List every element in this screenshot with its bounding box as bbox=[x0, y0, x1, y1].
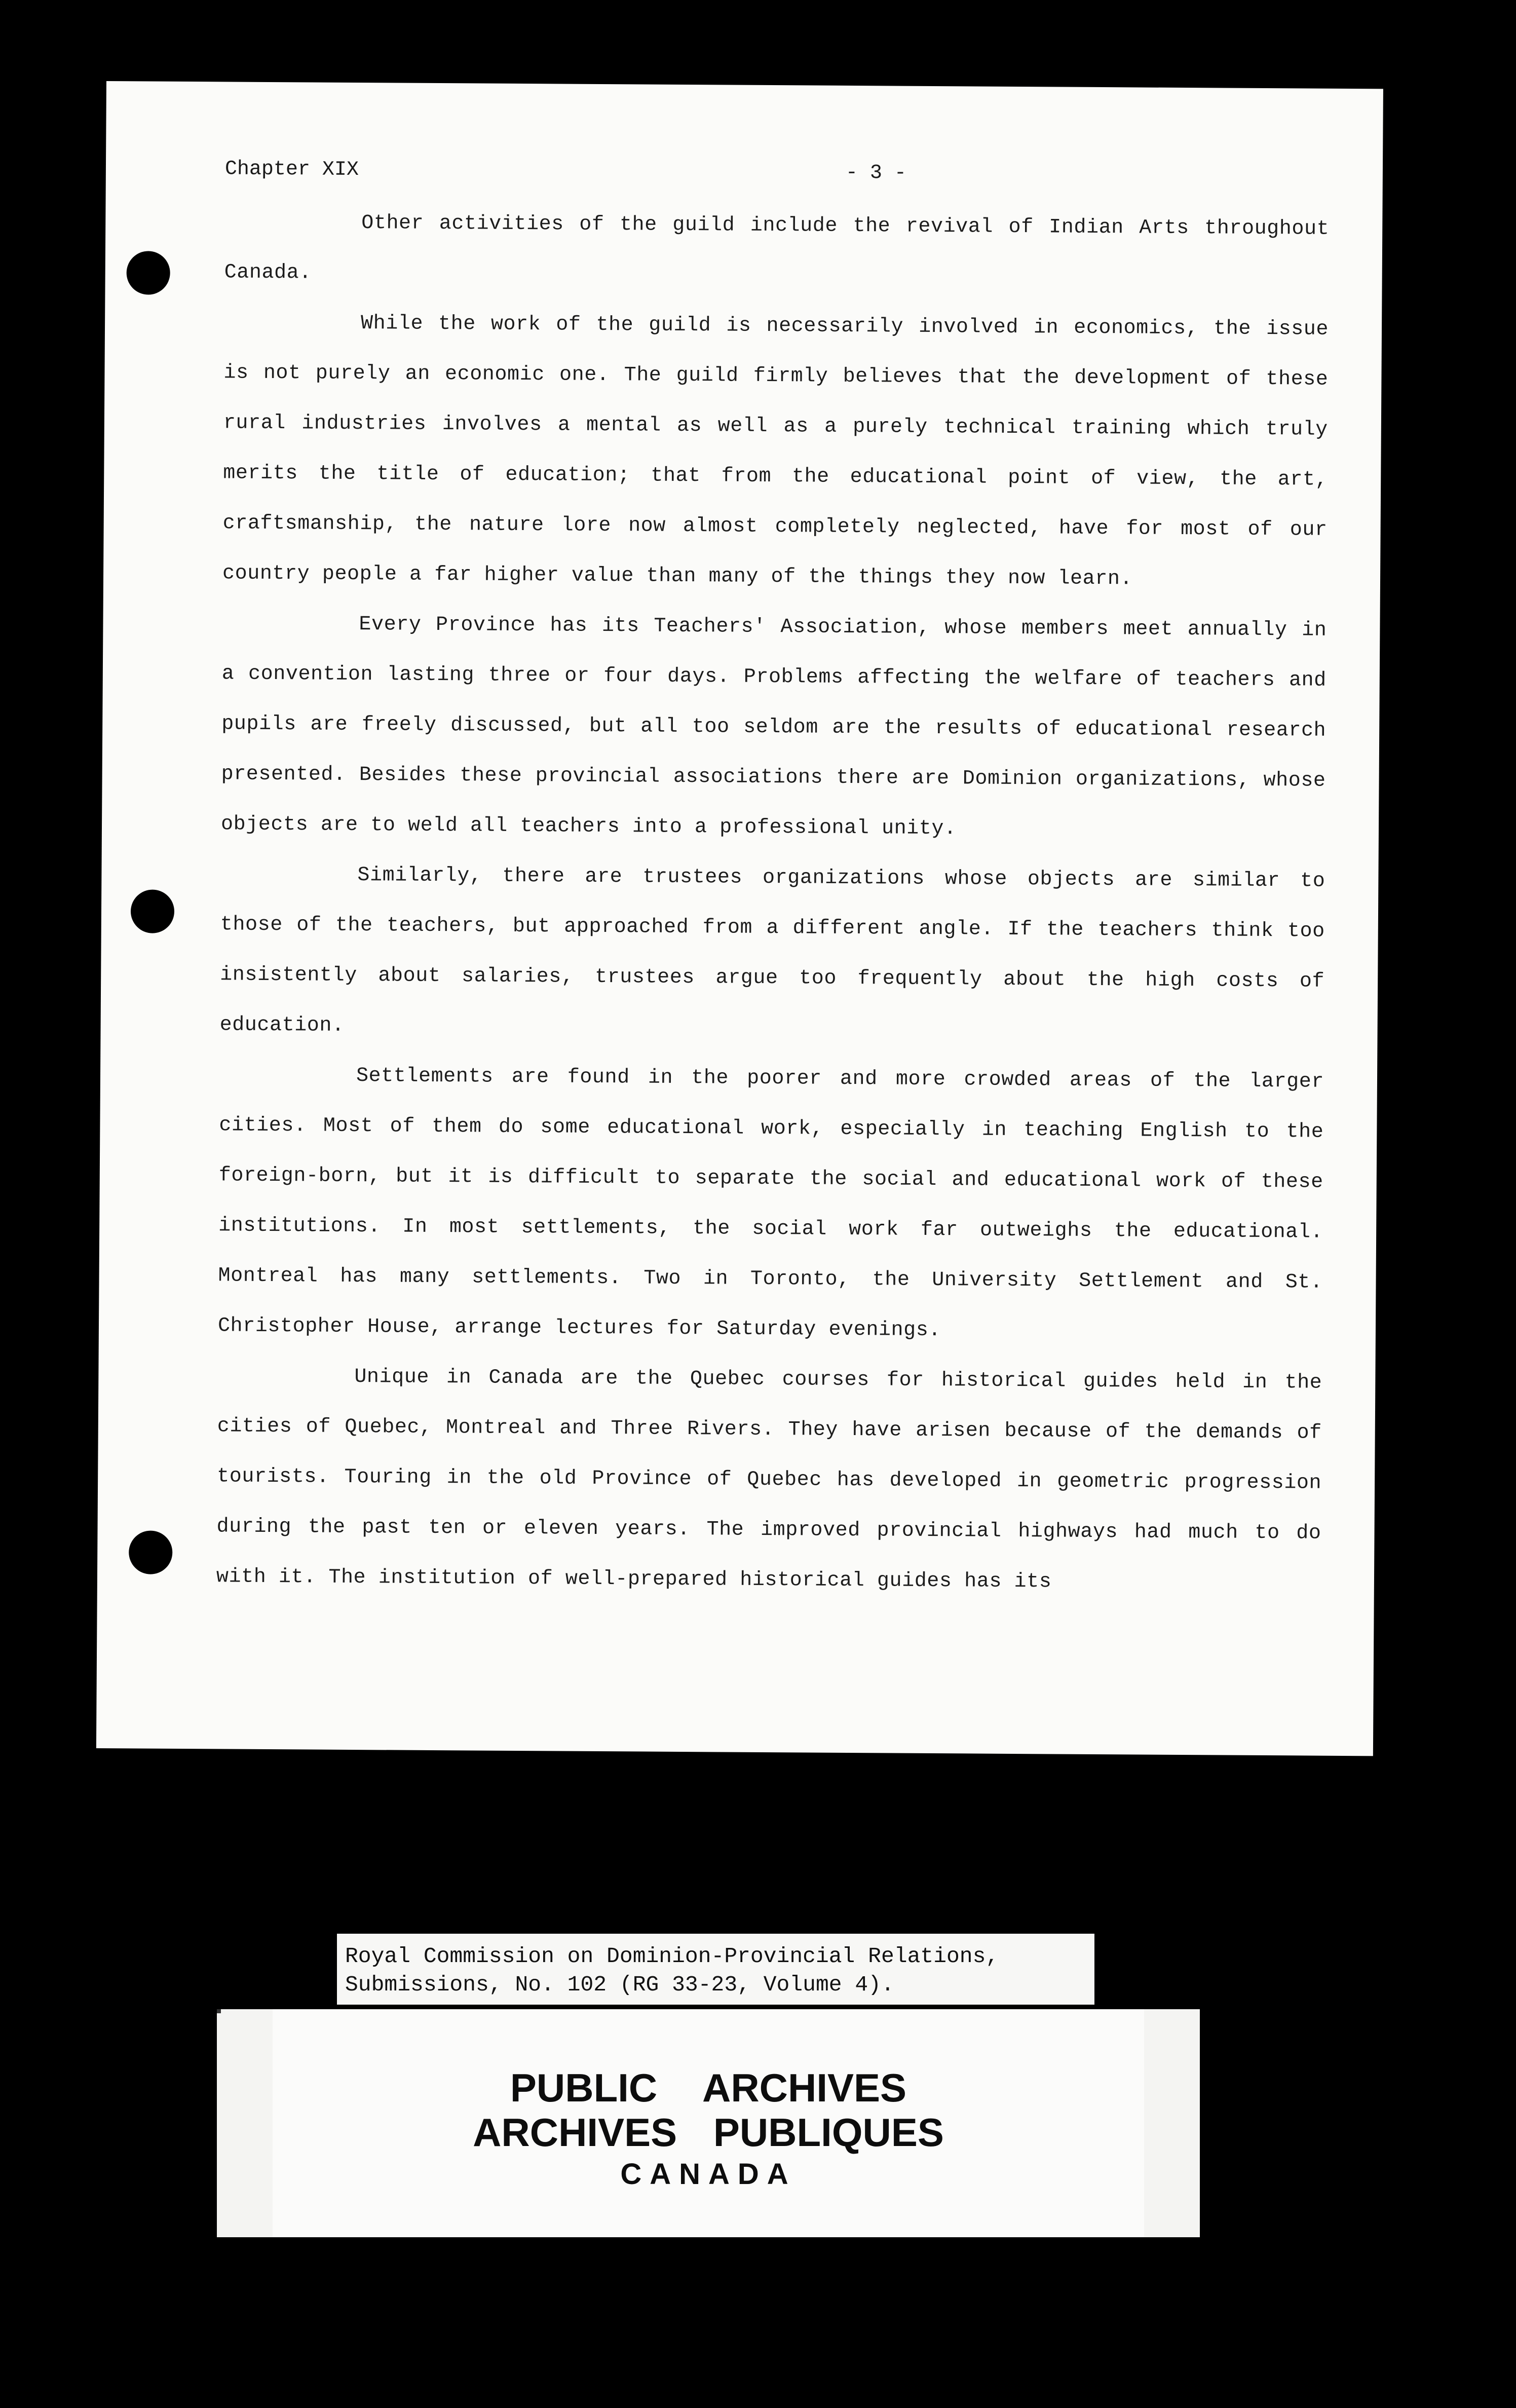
paragraph: Every Province has its Teachers' Association, whose members meet annually in a convention lasting three or four days. Problems affecting the welfare of teachers and pupils are freely discussed, but all too seldom are the results of educational research presented. Besides these provincial associations there are Dominion organizations, whose objects are to weld all teachers into a professional unity. bbox=[220, 613, 1327, 841]
binder-hole bbox=[126, 251, 170, 295]
paragraph: Settlements are found in the poorer and more crowded areas of the larger cities. Most of them do some educational work, especially in teaching English to the foreign-born, but it is difficult to separate the social and educational work of these institutions. In most settlements, the social work far outweighs the educational. Montreal has many settlements. Two in Toronto, the University Settlement and St. Christopher House, arrange lectures for Saturday evenings. bbox=[217, 1065, 1324, 1342]
stamp-line: ARCHIVES PUBLIQUES bbox=[473, 2110, 944, 2155]
stamp-card bbox=[273, 2009, 1144, 2237]
stamp-line: CANADA bbox=[620, 2158, 797, 2191]
caption-line: Royal Commission on Dominion-Provincial Relations, bbox=[345, 1944, 999, 1969]
paragraph: Other activities of the guild include the revival of Indian Arts throughout Canada. bbox=[224, 212, 1330, 285]
stamp-line: PUBLIC ARCHIVES bbox=[510, 2065, 907, 2110]
paragraph: Unique in Canada are the Quebec courses for historical guides held in the cities of Quebec, Montreal and Three Rivers. They have arisen because of the demands of tourists. Touring in the old Province of Quebec has developed in geometric progression during the past ten or eleven years. The improved provincial highways had much to do with it. The institution of well-prepared historical guides has its bbox=[216, 1366, 1322, 1594]
document-page bbox=[96, 81, 1383, 1756]
archive-caption bbox=[337, 1934, 1094, 2005]
archive-stamp bbox=[217, 2009, 1200, 2237]
stamp-dot bbox=[217, 2009, 221, 2013]
chapter-label: Chapter XIX bbox=[224, 158, 359, 182]
page-header bbox=[224, 158, 1314, 185]
paragraph: Similarly, there are trustees organizations whose objects are similar to those of the teachers, but approached from a different angle. If the teachers think too insistently about salaries, trustees argue too frequently about the high costs of education. bbox=[219, 864, 1325, 1037]
binder-hole bbox=[129, 1530, 173, 1574]
binder-hole bbox=[131, 889, 175, 933]
paragraph: While the work of the guild is necessarily involved in economics, the issue is not purely an economic one. The guild firmly believes that the development of these rural industries involves a mental as well as a purely technical training which truly merits the title of education; that from the educational point of view, the art, craftsmanship, the nature lore now almost completely neglected, have for most of our country people a far higher value than many of the things they now learn. bbox=[222, 312, 1329, 591]
page-number: - 3 - bbox=[845, 161, 907, 185]
caption-line: Submissions, No. 102 (RG 33-23, Volume 4). bbox=[345, 1972, 894, 1997]
document-body bbox=[216, 197, 1330, 1608]
